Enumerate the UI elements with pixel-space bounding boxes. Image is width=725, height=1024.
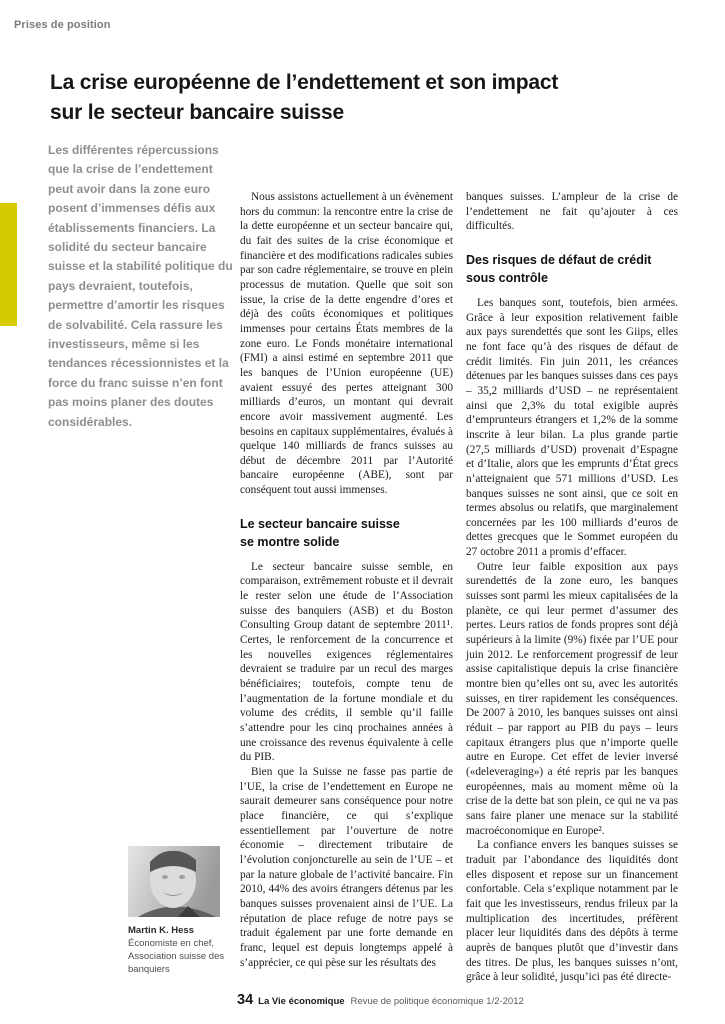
subheading-line1: Des risques de défaut de crédit	[466, 252, 652, 267]
author-name: Martin K. Hess	[128, 925, 194, 936]
page-footer	[237, 991, 524, 1009]
subheading-risques-defaut	[466, 251, 678, 287]
portrait-placeholder-image	[128, 846, 220, 917]
paragraph: Les banques sont, toutefois, bien armées. Grâce à leur exposition relativement faible aux pays surendettés que sont les Giips, elles ne font face qu’à des risques de défaut de crédit limités. Fin juin 2011, les créances détenues par les banques suisses dans ces pays – 35,2 milliards d’USD – ne représentaient ainsi que 2,3% du total exigible auprès d’emprunteurs étrangers et 1,2% de la somme inscrite à leur bilan. La plus grande partie (27,5 milliards d’USD) provenait d’Espagne et d’Italie, alors que les emprunts d’État grecs n’atteignaient que 571 millions d’USD. Les banques suisses ne sont ainsi, que ce soit en termes absolus ou relatifs, que marginalement concernées par les 100 milliards d’euros de dettes grecques que le Sommet européen du 27 octobre 2011 a promis d’effacer.	[466, 296, 678, 559]
journal-issue: Revue de politique économique 1/2-2012	[350, 996, 524, 1007]
paragraph: La confiance envers les banques suisses se traduit par l’abondance des liquidités dont elles disposent et repose sur un financement confortable. Cela s’explique notamment par le fait que les investisseurs, rendus frileux par la multiplication des incertitudes, préfèrent placer leur liquidités dans des dépôts à terme auprès de banques plutôt que d’investir dans des titres. De plus, les banques suisses n’ont, grâce à leur solidité, jusqu’ici pas été directe-	[466, 839, 678, 984]
author-caption	[128, 924, 240, 976]
yellow-accent-bar	[0, 203, 17, 326]
journal-name: La Vie économique	[258, 996, 345, 1007]
article-title-line1: La crise européenne de l’endettement et son impact	[50, 71, 559, 94]
text-column-right	[466, 190, 678, 985]
paragraph: Outre leur faible exposition aux pays surendettés de la zone euro, les banques suisses sont parmi les mieux capitalisées de la planète, ce qui leur permet d’assumer des pertes. Leurs ratios de fonds propres sont déjà supérieurs à la limite (9%) fixée par l’UE pour juin 2012. Le renforcement progressif de leur assise capitalistique depuis la crise financière montre bien qu’elles ont su, avec les autorités suisses, en tirer rapidement les conséquences. De 2007 à 2010, les banques suisses ont ainsi réduit – par rapport au PIB du pays – leurs capitaux étrangers plus que n’importe quelle autre en Europe. Cet effet de levier inversé («deleveraging») a été repris par les banques européennes, mais au moment même où la crise de la dette bat son plein, ce qui ne va pas sans faire planer une menace sur la stabilité macroéconomique en Europe².	[466, 560, 678, 837]
page-number: 34	[237, 992, 254, 1008]
author-role: Économiste en chef, Association suisse des banquiers	[128, 938, 225, 975]
paragraph: Bien que la Suisse ne fasse pas partie de l’UE, la crise de l’endettement en Europe ne saurait demeurer sans conséquence pour notre place financière, ce qui s’explique essentiellement par l’ouverture de notre économie – directement tributaire de l’évolution conjoncturelle au sein de l’UE – et par la nature globale de l’activité bancaire. Fin 2010, 44% des avoirs étrangers détenus par les banques suisses provenaient ainsi de l’UE. La réputation de place refuge de notre pays se traduit également par une forte demande en franc, lequel est depuis longtemps appelé à s’apprécier, ce qui pèse sur les résultats des	[240, 765, 453, 969]
paragraph: banques suisses. L’ampleur de la crise de l’endettement ne fait qu’ajouter à ces difficultés.	[466, 191, 678, 233]
article-title	[50, 68, 558, 128]
subheading-line2: se montre solide	[240, 534, 340, 549]
paragraph: Le secteur bancaire suisse semble, en comparaison, extrêmement robuste et il devrait le rester selon une étude de l’Association suisse des banquiers (ASB) et du Boston Consulting Group datant de septembre 2011¹. Certes, le renforcement de la concurrence et les nouvelles exigences réglementaires devraient se traduire par un recul des marges bénéficiaires; toutefois, compte tenu de l’augmentation de la fortune mondiale et du volume des crédits, il semble qu’il faille s’attendre pour les cinq prochaines années à une croissance des revenus équivalente à celle du PIB.	[240, 560, 453, 764]
text-column-middle	[240, 190, 453, 970]
article-title-line2: sur le secteur bancaire suisse	[50, 101, 344, 124]
paragraph: Nous assistons actuellement à un évènement hors du commun: la rencontre entre la crise de la dette européenne et un secteur bancaire qui, du fait des suites de la crise économique et financière et des modifications radicales subies par son cadre réglementaire, se trouve en plein processus de mutation. Quelle que soit son issue, la crise de la dette engendre d’ores et déjà des coûts économiques et politiques immenses pour certains États membres de la zone euro. Le Fonds monétaire international (FMI) a ainsi estimé en septembre 2011 que les banques de l’Union européenne (UE) avaient essuyé des pertes atteignant 300 milliards d’euros, un montant qui devrait encore avoir massivement augmenté. Les besoins en capitaux supplémentaires, évalués à quelque 140 milliards de francs suisses au début de décembre 2011 par l’Autorité bancaire européenne (ABE), sont par conséquent tout aussi immenses.	[240, 191, 453, 497]
lead-paragraph: Les différentes répercussions que la crise de l’endettement peut avoir dans la zone euro posent d’immenses défis aux établissements financiers. La solidité du secteur bancaire suisse et la stabilité politique du pays devraient, toutefois, permettre d’amortir les risques de solvabilité. Cela rassure les investisseurs, même si les tendances récessionnistes et la force du franc suisse n’en font pas moins planer des doutes considérables.	[48, 143, 233, 429]
subheading-line2: sous contrôle	[466, 270, 548, 285]
author-photo	[128, 846, 220, 917]
subheading-line1: Le secteur bancaire suisse	[240, 516, 400, 531]
subheading-secteur-bancaire	[240, 515, 453, 551]
section-kicker: Prises de position	[14, 19, 111, 31]
